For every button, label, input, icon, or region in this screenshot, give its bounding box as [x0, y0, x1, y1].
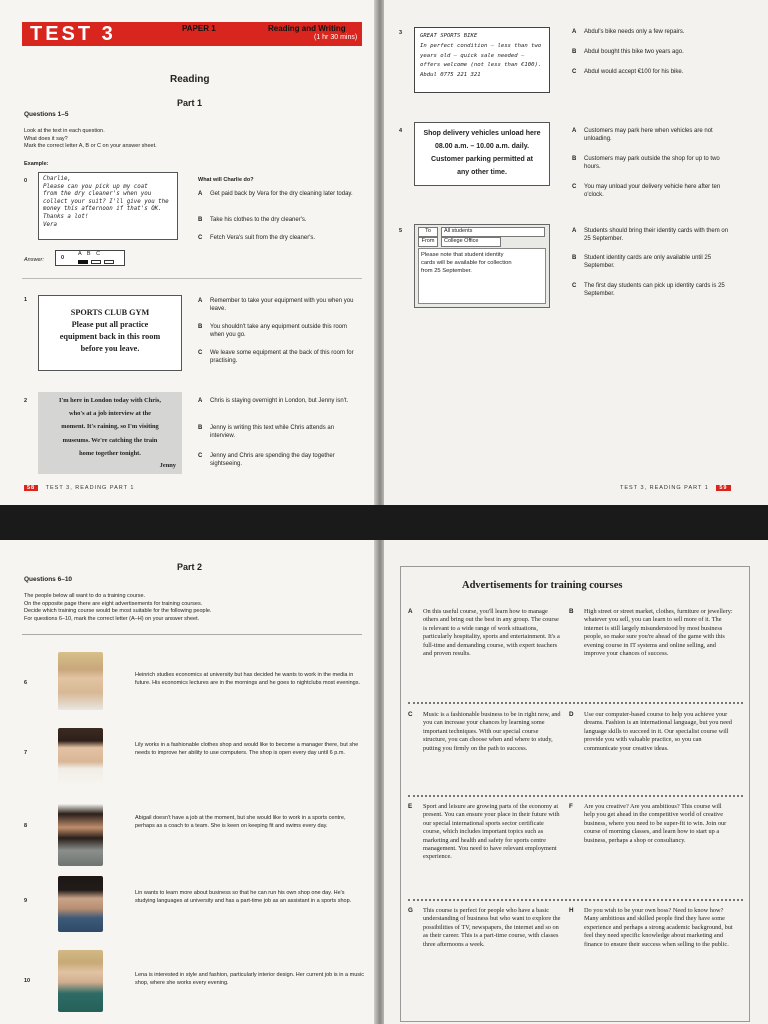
instructions	[24, 593, 344, 623]
option-letter: C	[572, 69, 577, 75]
ad-text: Are you creative? Are you ambitious? This course will help you get ahead in the competitive world of creative business, where you need to be super-fit to win. Join our course of morning classes, and learn how to start up a business, perhaps a shop or consultancy.	[584, 803, 727, 844]
note-line: from the dry cleaner's when you	[43, 191, 152, 198]
person-photo	[58, 950, 103, 1012]
option-text: Remember to take your equipment with you when you leave.	[210, 298, 354, 312]
from-label: From	[418, 237, 438, 247]
message-line: who's at a job interview at the	[68, 410, 151, 418]
email-memo	[414, 224, 550, 308]
footer-text: TEST 3, READING PART 1	[620, 485, 709, 491]
question-3-number: 3	[399, 30, 403, 36]
instruction-line: Decide which training course would be most suitable for the following people.	[24, 608, 212, 614]
answer-letters: A B C	[78, 251, 101, 257]
sign-line: Shop delivery vehicles unload here	[423, 130, 541, 137]
page-footer	[24, 485, 135, 491]
person-6-number: 6	[24, 680, 28, 686]
ad-letter: F	[569, 803, 573, 810]
option-text: You may unload your delivery vehicle here after ten o'clock.	[584, 184, 721, 198]
option-letter: B	[198, 324, 203, 330]
note-line: Please can you pick up my coat	[43, 183, 148, 190]
option-text: Abdul's bike needs only a few repairs.	[584, 29, 685, 35]
option-text: Get paid back by Vera for the dry cleaning later today.	[210, 191, 353, 197]
person-7-number: 7	[24, 750, 28, 756]
part-heading: Part 1	[177, 98, 203, 108]
sign-line: Customer parking permitted at	[431, 156, 533, 163]
example-number: 0	[24, 178, 28, 184]
ad-text: On this useful course, you'll learn how to manage others and bring out the best in any group. The course is relevant to a wide range of work situations, particularly hospitality, sports and entertainment. It's a full-time and demanding course, with expert teachers and proven results.	[423, 608, 560, 658]
option-text: We leave some equipment at the back of this room for practising.	[210, 350, 354, 364]
ad-text: Do you wish to be your own boss? Need to know how? Many ambitious and skilled people find they have some experience and perhaps a strong academic background, but feel they need specific knowledge about marketing and finance to ensure their success when selling to the public.	[584, 907, 733, 948]
question-2-number: 2	[24, 398, 28, 404]
questions-heading: Questions 6–10	[24, 576, 73, 583]
advert-line: Abdul 0775 221 321	[420, 72, 481, 79]
option-letter: B	[198, 217, 203, 223]
note-line: collect your suit? I'll give you the	[43, 198, 169, 205]
paper-label: PAPER 1	[182, 24, 216, 33]
part-heading: Part 2	[177, 562, 203, 572]
message-line: I'm here in London today with Chris,	[59, 397, 161, 404]
option-text: You shouldn't take any equipment outside this room when you go.	[210, 324, 348, 338]
ad-letter: B	[569, 608, 574, 615]
test-title: TEST 3	[30, 23, 116, 45]
option-letter: C	[572, 283, 577, 289]
delivery-sign	[414, 122, 550, 186]
page-number: 58	[24, 485, 38, 491]
person-7-description: Lily works in a fashionable clothes shop and would like to become a manager there, but she needs to improve her ability to use computers. The shop is open every day until 6 p.m.	[135, 742, 359, 756]
page-number: 59	[716, 485, 730, 491]
option-letter: C	[198, 453, 203, 459]
from-value: College Office	[441, 237, 501, 247]
test-banner	[22, 22, 362, 46]
ad-letter: G	[408, 907, 413, 914]
option-text: Jenny is writing this text while Chris attends an interview.	[210, 425, 335, 439]
person-10-number: 10	[24, 978, 31, 984]
option-letter: A	[198, 191, 203, 197]
dotted-divider	[408, 899, 743, 901]
note-line: Charlie,	[43, 176, 71, 182]
ad-text: High street or street market, clothes, furniture or jewellery: whatever you sell, you can learn to sell more of it. The internet is still largely misunderstood by most business people, so make sure you're ahead of the game with this evening course in IT systems and online selling, and improve your chances of success.	[584, 608, 733, 658]
instruction-line: The people below all want to do a training course.	[24, 593, 146, 599]
question-1-number: 1	[24, 297, 28, 303]
ad-letter: E	[408, 803, 413, 810]
section-label: Reading and Writing	[268, 24, 346, 33]
option-letter: B	[572, 255, 577, 261]
page-footer	[620, 485, 731, 491]
option-text: Customers may park outside the shop for up to two hours.	[584, 156, 720, 170]
question-4-number: 4	[399, 128, 403, 134]
time-label: (1 hr 30 mins)	[314, 34, 358, 41]
person-photo	[58, 804, 103, 866]
person-6-description: Heinrich studies economics at university but has decided he wants to work in the media in future. His economics lectures are in the mornings and he goes to nightclubs most evenings.	[135, 672, 361, 686]
question-5-number: 5	[399, 228, 403, 234]
option-letter: B	[198, 425, 203, 431]
gym-sign	[38, 295, 182, 371]
option-text: Chris is staying overnight in London, but Jenny isn't.	[210, 398, 349, 404]
page-advertisements	[384, 540, 768, 1024]
ad-letter: C	[408, 711, 413, 718]
sign-line: any other time.	[457, 169, 507, 176]
instructions	[24, 128, 224, 151]
note-line: Vera	[43, 221, 57, 228]
ad-text: Sport and leisure are growing parts of the economy at present. You can ensure your place in their future with our special international sports sector certificate course, which includes important topics such as marketing and health and safety for sports centre management. You need to have relevant employment experience.	[423, 803, 560, 861]
person-9-number: 9	[24, 898, 28, 904]
advertisements-title: Advertisements for training courses	[462, 580, 623, 591]
option-letter: C	[572, 184, 577, 190]
answer-box	[55, 250, 125, 266]
to-label: To	[418, 227, 438, 237]
sign-line: equipment back in this room	[59, 332, 161, 341]
option-text: Take his clothes to the dry cleaner's.	[210, 217, 307, 223]
sign-line: Please put all practice	[71, 320, 149, 329]
answer-mark-b	[91, 260, 101, 264]
sign-line: 08.00 a.m. – 10.00 a.m. daily.	[434, 143, 530, 150]
to-value: All students	[441, 227, 545, 237]
option-text: Students should bring their identity cards with them on 25 September.	[584, 228, 729, 242]
footer-text: TEST 3, READING PART 1	[45, 485, 135, 491]
answer-label: Answer:	[24, 257, 44, 263]
bike-advert	[414, 27, 550, 93]
page-part-2-people	[0, 540, 376, 1024]
option-letter: C	[198, 350, 203, 356]
advert-line: years old – quick sale needed –	[420, 52, 525, 59]
divider	[22, 278, 362, 279]
option-text: Fetch Vera's suit from the dry cleaner's.	[210, 235, 315, 241]
option-letter: A	[198, 398, 203, 404]
page-58	[0, 0, 376, 505]
sign-line: before you leave.	[80, 344, 140, 353]
option-letter: A	[198, 298, 203, 304]
reading-heading: Reading	[170, 74, 210, 85]
person-8-description: Abigail doesn't have a job at the moment, but she would like to work in a sports centre, perhaps as a coach to a team. She is keen on keeping fit and swims every day.	[135, 815, 346, 829]
example-note	[38, 172, 178, 240]
option-text: Student identity cards are only available until 25 September.	[584, 255, 712, 269]
ad-text: This course is perfect for people who have a basic understanding of business but who want to explore the possibilities of TV, newspapers, the internet and so on as their career. This is a part-time course, with classes three afternoons a week.	[423, 907, 561, 948]
text-message	[38, 392, 182, 474]
option-letter: A	[572, 29, 577, 35]
memo-line: from 25 September.	[421, 268, 472, 274]
note-line: money this afternoon if that's OK.	[43, 206, 162, 213]
ad-text: Music is a fashionable business to be in right now, and you can increase your chances by learning some important techniques. With our special course structure, you can choose when and where to study, putting you firmly on the path to success.	[423, 711, 561, 752]
example-label: Example:	[24, 161, 49, 167]
answer-mark-c	[104, 260, 114, 264]
option-letter: B	[572, 156, 577, 162]
dotted-divider	[408, 795, 743, 797]
ad-letter: H	[569, 907, 574, 914]
answer-mark-a	[78, 260, 88, 264]
ad-letter: A	[408, 608, 413, 615]
memo-line: cards will be available for collection	[421, 260, 512, 266]
sign-line: SPORTS CLUB GYM	[70, 308, 150, 317]
option-text: Jenny and Chris are spending the day together sightseeing.	[210, 453, 335, 467]
questions-heading: Questions 1–5	[24, 111, 69, 118]
person-8-number: 8	[24, 823, 28, 829]
option-text: Abdul bought this bike two years ago.	[584, 49, 684, 55]
divider	[22, 634, 362, 635]
instruction-line: What does it say?	[24, 135, 68, 142]
advert-line: In perfect condition – less than two	[420, 42, 542, 49]
ad-letter: D	[569, 711, 574, 718]
person-10-description: Lena is interested in style and fashion, particularly interior design. Her current job is in a music shop, where she works every evening.	[135, 972, 364, 986]
message-line: home together tonight.	[79, 449, 141, 457]
message-line: moment. It's raining, so I'm visiting	[61, 423, 159, 431]
option-text: The first day students can pick up identity cards is 25 September.	[584, 283, 725, 297]
dotted-divider	[408, 702, 743, 704]
option-letter: B	[572, 49, 577, 55]
person-photo	[58, 728, 103, 786]
instruction-line: Mark the correct letter A, B or C on your answer sheet.	[24, 143, 157, 149]
message-line: museums. We're catching the train	[62, 436, 158, 444]
answer-number: 0	[61, 255, 65, 261]
instruction-line: On the opposite page there are eight advertisements for training courses.	[24, 600, 203, 607]
memo-body	[418, 248, 546, 304]
person-photo	[58, 652, 103, 710]
advert-line: offers welcome (not less than €100).	[420, 62, 542, 69]
memo-line: Please note that student identity	[421, 252, 504, 258]
advert-line: GREAT SPORTS BIKE	[420, 33, 478, 39]
option-letter: A	[572, 228, 577, 234]
page-59	[384, 0, 768, 505]
instruction-line: Look at the text in each question.	[24, 128, 105, 134]
example-question: What will Charlie do?	[198, 177, 254, 183]
option-text: Abdul would accept €100 for his bike.	[584, 69, 684, 75]
message-signoff: Jenny	[159, 461, 176, 469]
option-letter: C	[198, 235, 203, 241]
option-letter: A	[572, 128, 577, 134]
person-9-description: Lin wants to learn more about business so that he can run his own shop one day. He's studying languages at university and has a part-time job as an assistant in a sports shop.	[135, 890, 352, 904]
option-text: Customers may park here when vehicles are not unloading.	[584, 128, 713, 142]
person-photo	[58, 876, 103, 932]
note-line: Thanks a lot!	[43, 213, 89, 220]
ad-text: Use our computer-based course to help you achieve your dreams. Fashion is an international language, but you need language skills to succeed in it. Our specialist course will provide you with valuable practice, so you can communicate your creative ideas.	[584, 711, 732, 752]
instruction-line: For questions 6–10, mark the correct letter (A–H) on your answer sheet.	[24, 615, 200, 622]
